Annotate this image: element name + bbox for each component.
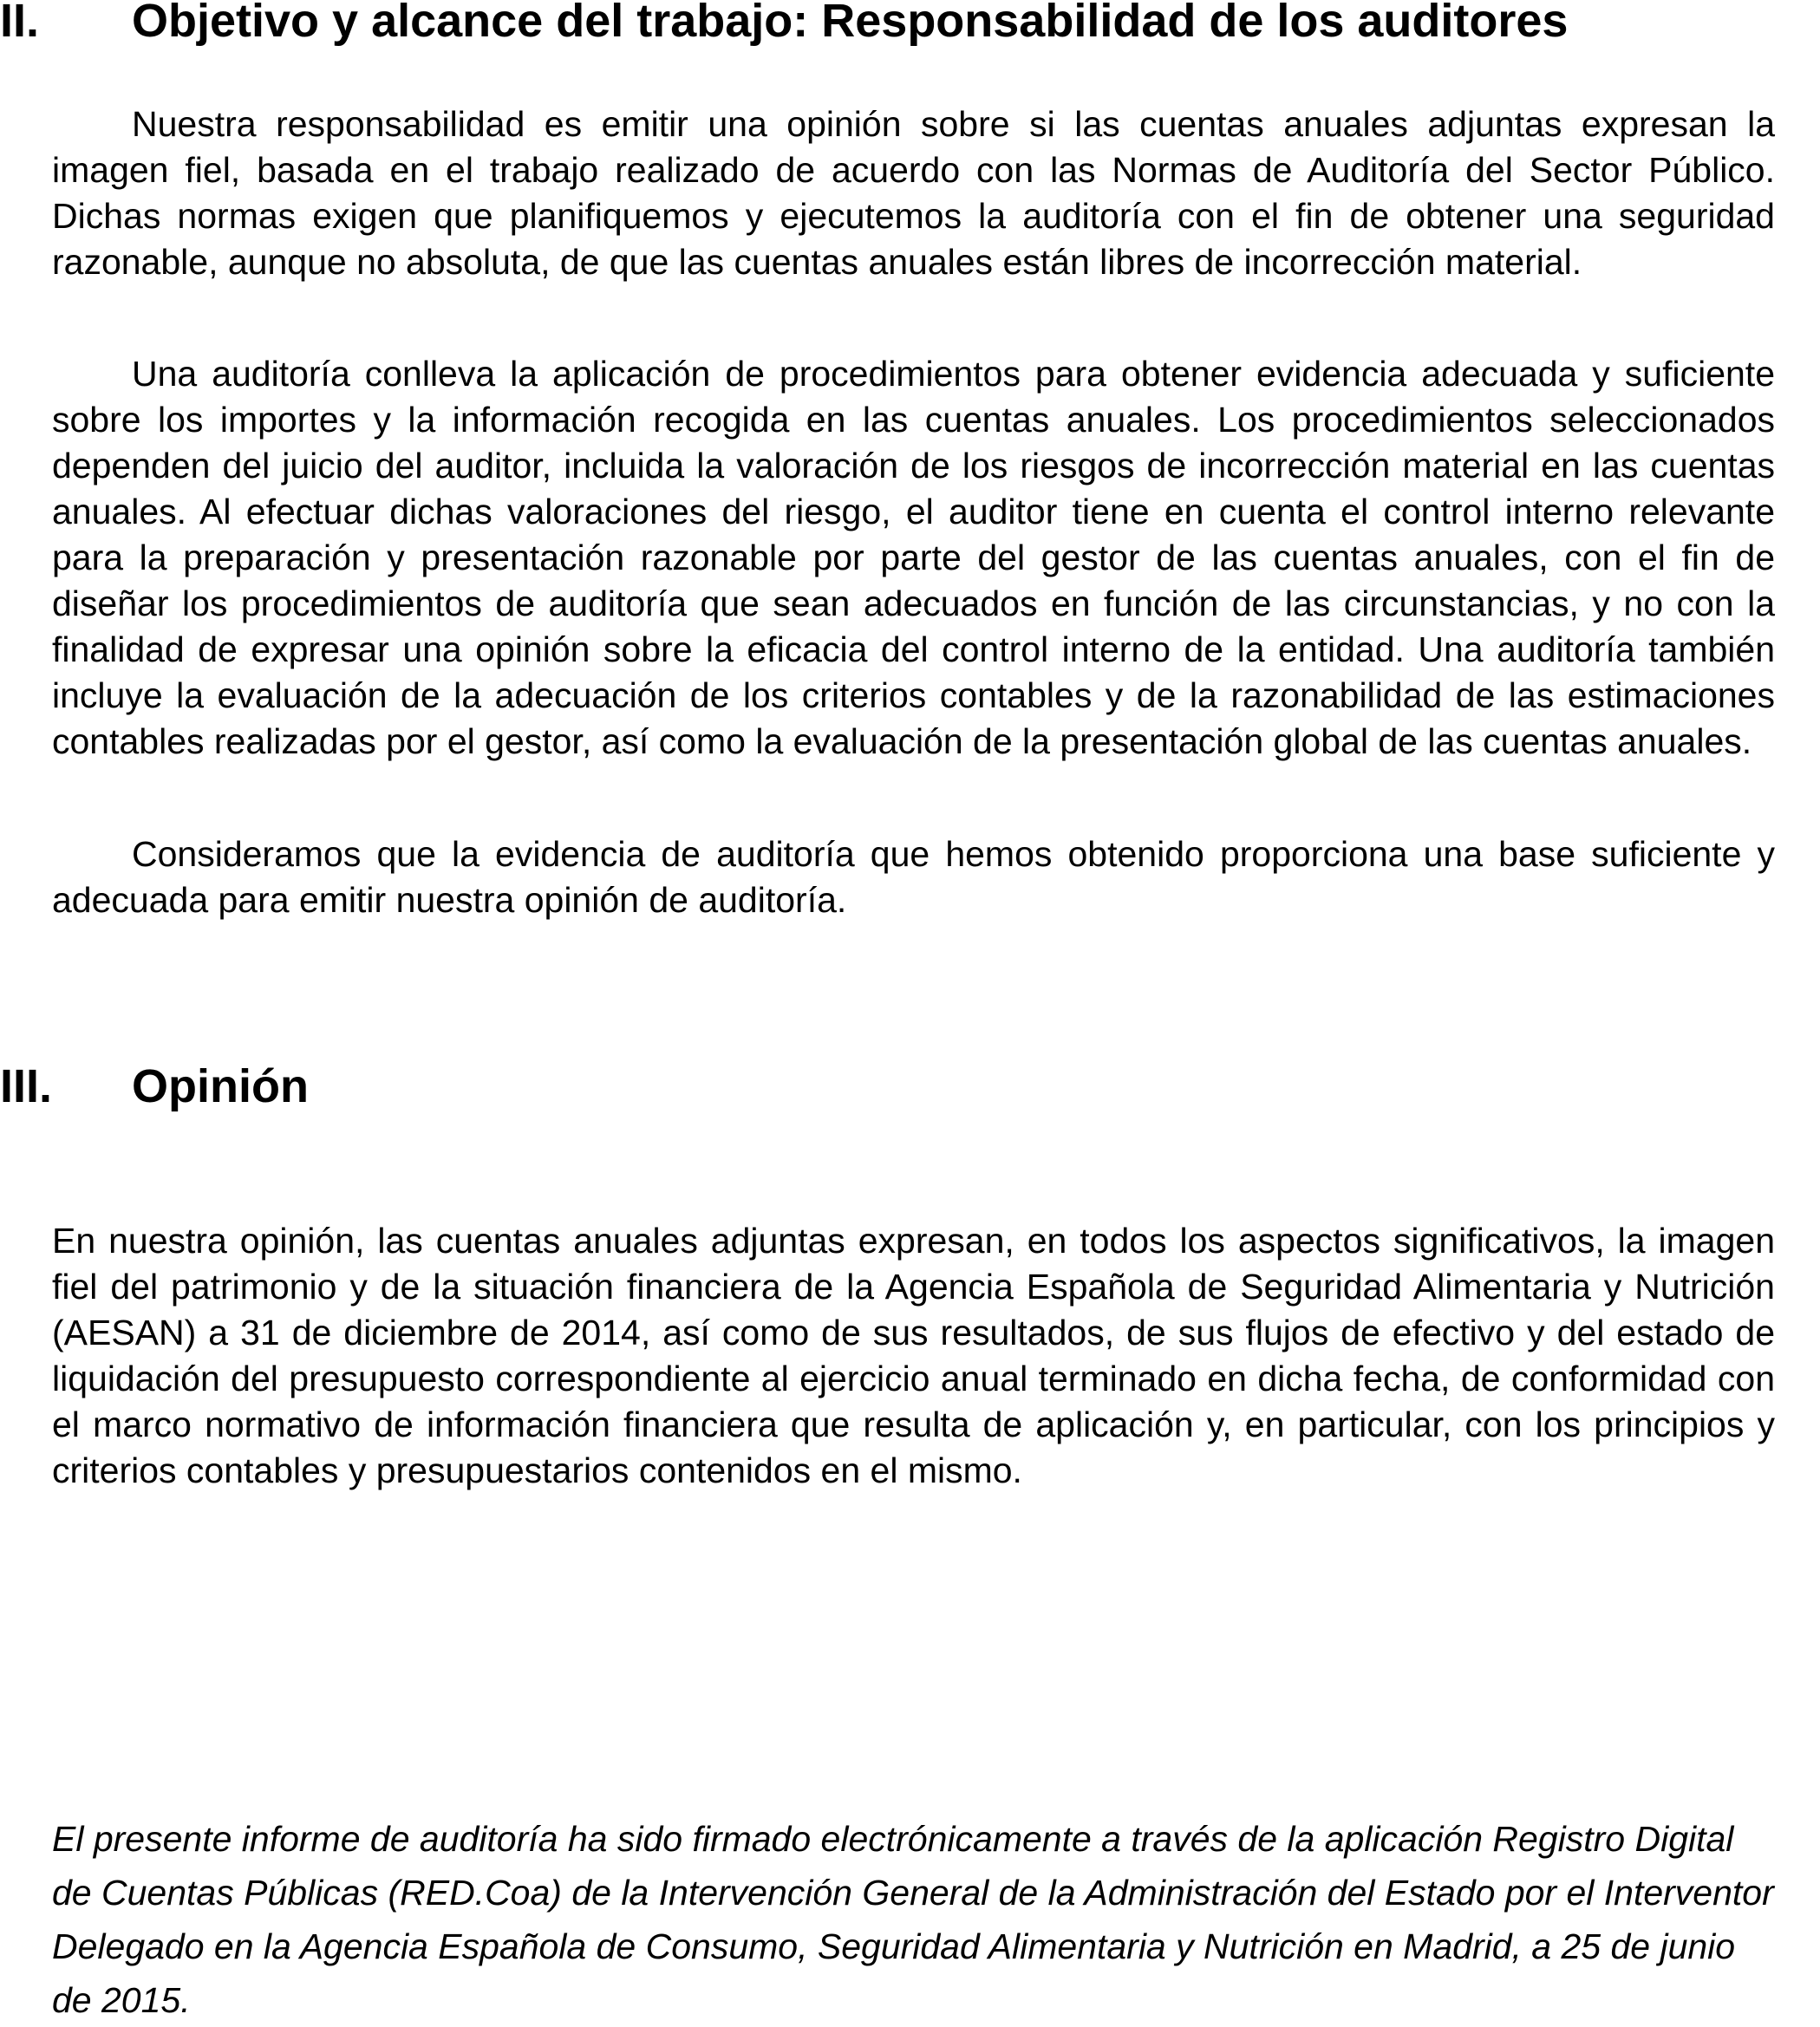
paragraph-procedures: Una auditoría conlleva la aplicación de procedimientos para obtener evidencia adecuada y suficiente sobre los importes y la información recogida en las cuentas anuales. Los procedimientos seleccionados dependen del juicio del auditor, incluida la valoración de los riesgos de incorrección material en las cuentas anuales. Al efectuar dichas valoraciones del riesgo, el auditor tiene en cuenta el control interno relevante para la preparación y presentación razonable por parte del gestor de las cuentas anuales, con el fin de diseñar los procedimientos de auditoría que sean adecuados en función de las circunstancias, y no con la finalidad de expresar una opinión sobre la eficacia del control interno de la entidad. Una auditoría también incluye la evaluación de la adecuación de los criterios contables y de la razonabilidad de las estimaciones contables realizadas por el gestor, así como la evaluación de la presentación global de las cuentas anuales.: [52, 354, 1775, 761]
paragraph-responsibility: Nuestra responsabilidad es emitir una opinión sobre si las cuentas anuales adjuntas expresan la imagen fiel, basada en el trabajo realizado de acuerdo con las Normas de Auditoría del Sector Público. Dichas normas exigen que planifiquemos y ejecutemos la auditoría con el fin de obtener una seguridad razonable, aunque no absoluta, de que las cuentas anuales están libres de incorrección material.: [52, 104, 1775, 282]
paragraph-evidence: Consideramos que la evidencia de auditoría que hemos obtenido proporciona una base suficiente y adecuada para emitir nuestra opinión de auditoría.: [52, 834, 1775, 920]
section-number: II.: [0, 0, 40, 47]
paragraph-opinion: En nuestra opinión, las cuentas anuales adjuntas expresan, en todos los aspectos significativos, la imagen fiel del patrimonio y de la situación financiera de la Agencia Española de Seguridad Alimentaria y Nutrición (AESAN) a 31 de diciembre de 2014, así como de sus resultados, de sus flujos de efectivo y del estado de liquidación del presupuesto correspondiente al ejercicio anual terminado en dicha fecha, de conformidad con el marco normativo de información financiera que resulta de aplicación y, en particular, con los principios y criterios contables y presupuestarios contenidos en el mismo.: [52, 1221, 1775, 1490]
section-title: Objetivo y alcance del trabajo: Responsabilidad de los auditores: [132, 0, 1569, 47]
section-number: III.: [0, 1060, 53, 1112]
section-title: Opinión: [132, 1060, 309, 1112]
signature-note: El presente informe de auditoría ha sido firmado electrónicamente a través de la aplicación Registro Digital de Cuentas Públicas (RED.Coa) de la Intervención General de la Administración del Estado por el Interventor Delegado en la Agencia Española de Consumo, Seguridad Alimentaria y Nutrición en Madrid, a 25 de junio de 2015.: [52, 1819, 1774, 2020]
